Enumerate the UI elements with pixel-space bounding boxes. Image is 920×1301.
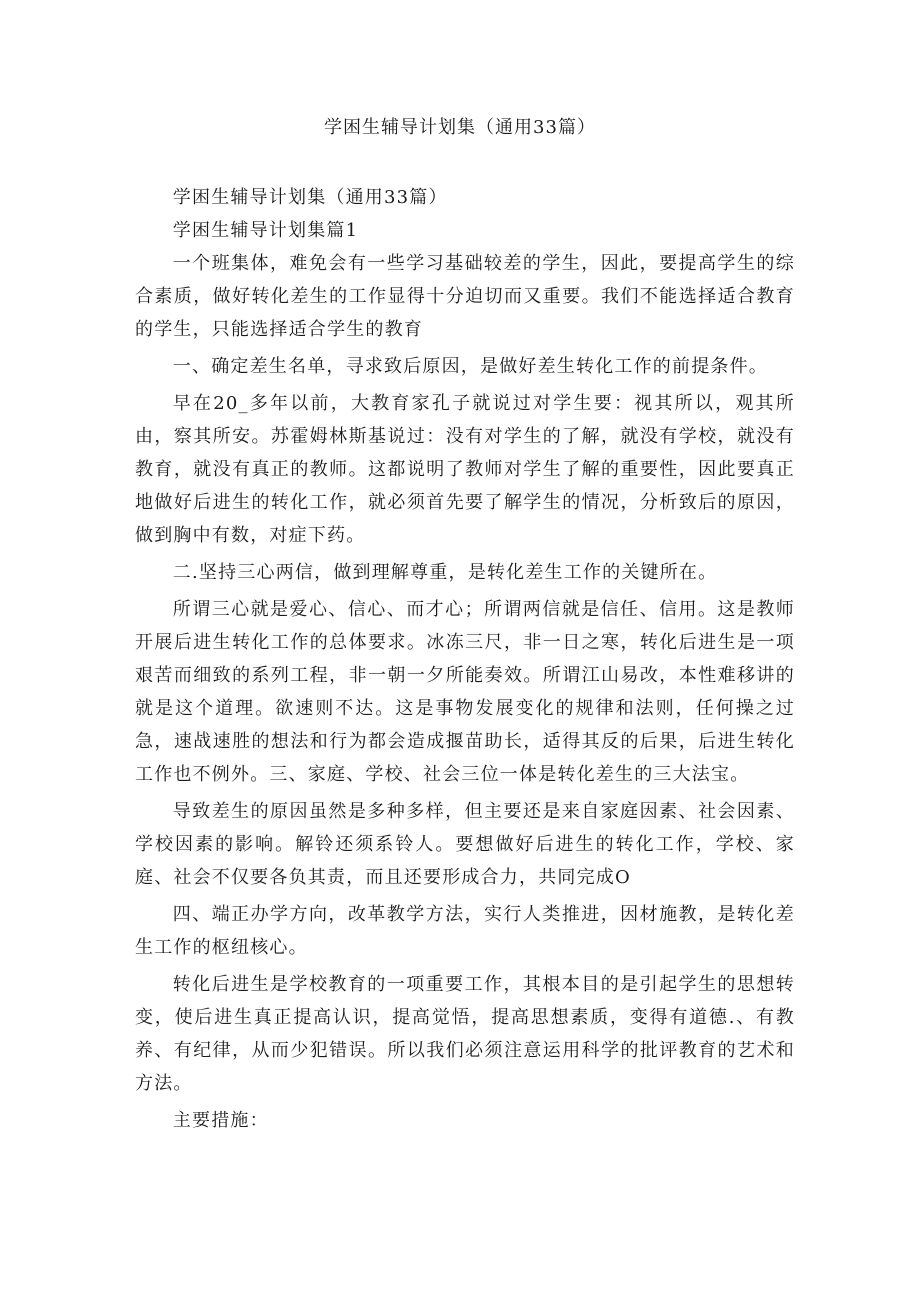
paragraph-point-two: 二.坚持三心两信，做到理解尊重，是转化差生工作的关键所在。: [172, 562, 718, 583]
paragraph-intro: 一个班集体，难免会有一些学习基础较差的学生，因此，要提高学生的综合素质，做好转化差生的工作显得十分迫切而又重要。我们不能选择适合教育的学生，只能选择适合学生的教育: [135, 253, 795, 340]
document-title: 学困生辅导计划集（通用33篇）: [324, 117, 596, 138]
paragraph-point-one: 一、确定差生名单，寻求致后原因，是做好差生转化工作的前提条件。: [172, 356, 768, 377]
paragraph-measures: 主要措施：: [172, 1110, 269, 1131]
paragraph-three-hearts: 所谓三心就是爱心、信心、而才心；所谓两信就是信任、信用。这是教师开展后进生转化工作的总体要求。冰冻三尺，非一日之寒，转化后进生是一项艰苦而细致的系列工程，非一朝一夕所能奏效。所谓江山易改，本性难移讲的就是这个道理。欲速则不达。这是事物发展变化的规律和法则，任何操之过急，速战速胜的想法和行为都会造成揠苗助长，适得其反的后果，后进生转化工作也不例外。三、家庭、学校、社会三位一体是转化差生的三大法宝。: [135, 599, 795, 785]
document-body: [135, 181, 795, 1137]
paragraph-section-heading: 学困生辅导计划集篇1: [172, 220, 359, 241]
paragraph-subtitle: 学困生辅导计划集（通用33篇）: [172, 187, 448, 208]
paragraph-transformation: 转化后进生是学校教育的一项重要工作，其根本目的是引起学生的思想转变，使后进生真正提高认识，提高觉悟，提高思想素质，变得有道德.、有教养、有纪律，从而少犯错误。所以我们必须注意运用科学的批评教育的艺术和方法。: [135, 974, 795, 1094]
paragraph-point-four: 四、端正办学方向，改革教学方法，实行人类推进，因材施教，是转化差生工作的枢纽核心。: [135, 904, 795, 958]
paragraph-causes: 导致差生的原因虽然是多种多样，但主要还是来自家庭因素、社会因素、学校因素的影响。解铃还须系铃人。要想做好后进生的转化工作，学校、家庭、社会不仅要各负其责，而且还要形成合力，共同完成O: [135, 801, 795, 888]
paragraph-understanding: 早在20_多年以前，大教育家孔子就说过对学生要：视其所以，观其所由，察其所安。苏霍姆林斯基说过：没有对学生的了解，就没有学校，就没有教育，就没有真正的教师。这都说明了教师对学生了解的重要性，因此要真正地做好后进生的转化工作，就必须首先要了解学生的情况，分析致后的原因，做到胸中有数，对症下药。: [135, 393, 795, 546]
